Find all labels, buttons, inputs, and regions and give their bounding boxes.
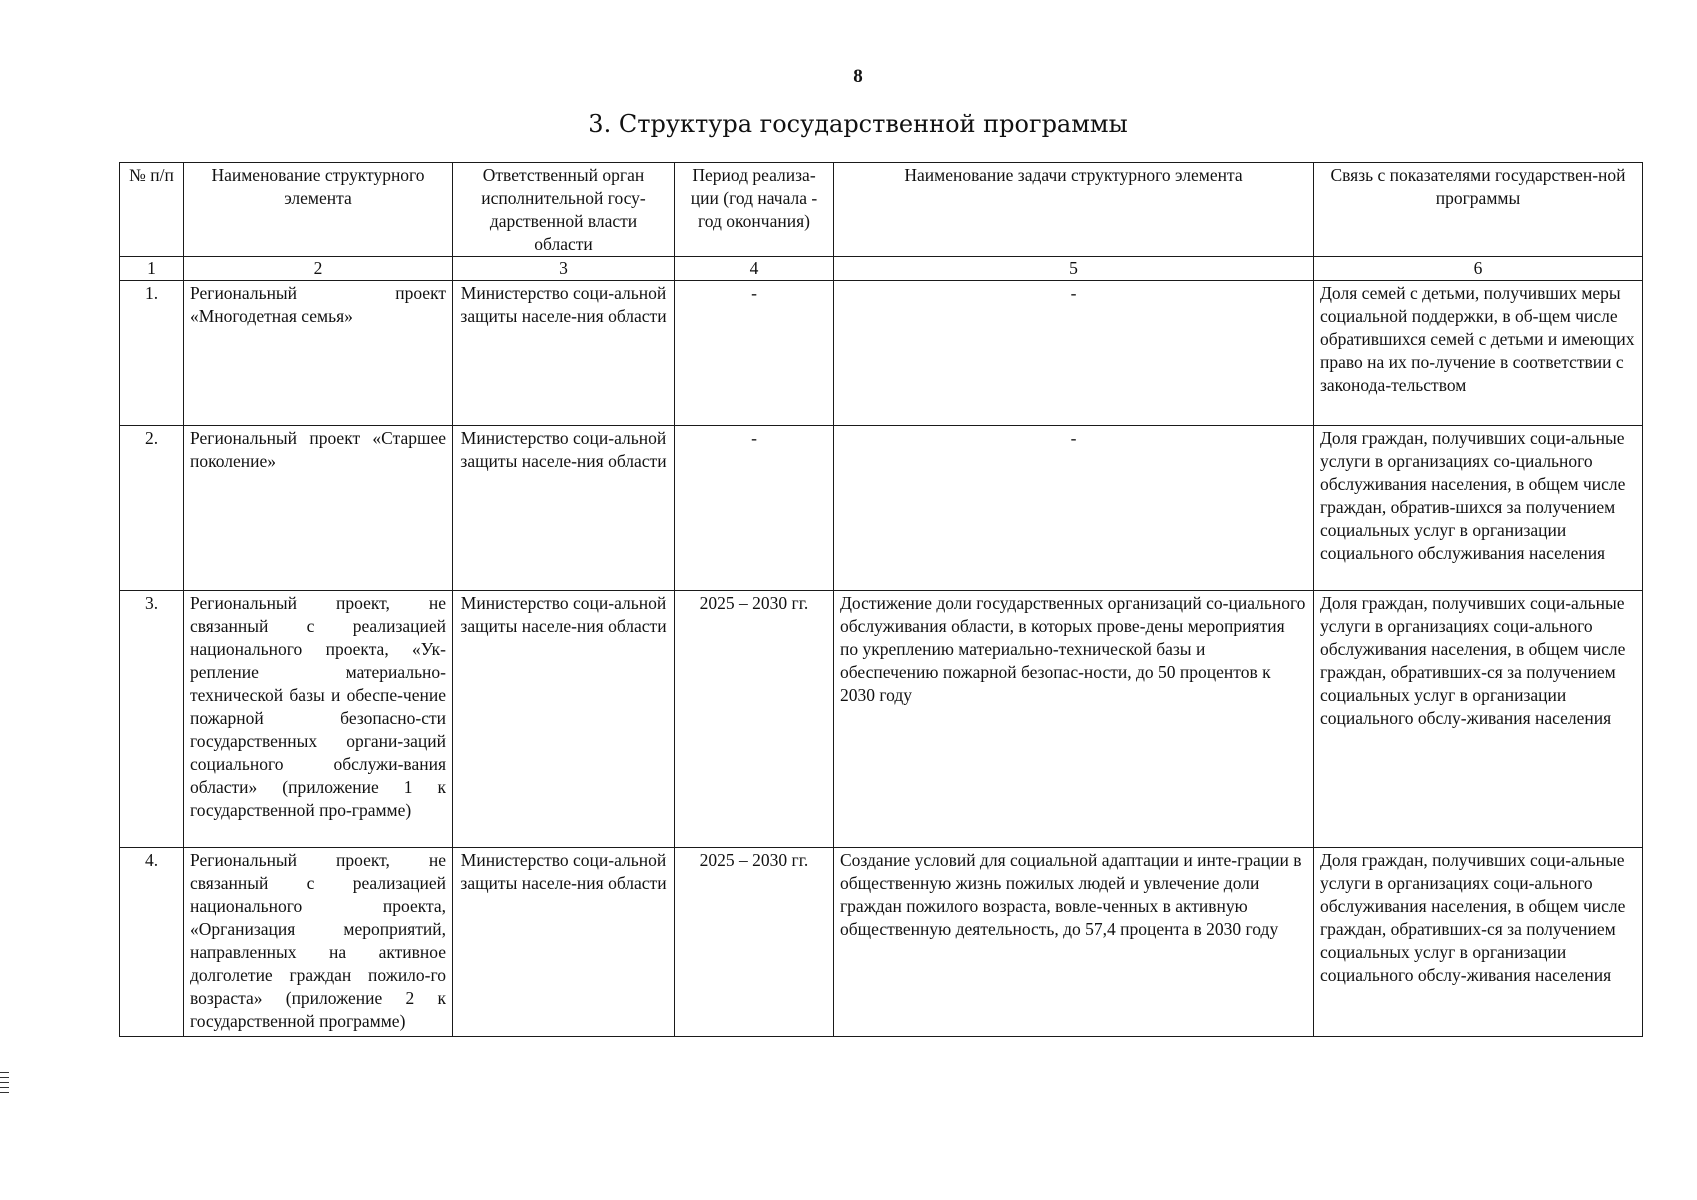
row-number: 1.	[120, 281, 184, 426]
indicator-link: Доля семей с детьми, получивших меры социальной поддержки, в об-щем числе обратившихся семей с детьми и имеющих право на их по-лучение в соответствии с законода-тельством	[1314, 281, 1643, 426]
header-cell-task: Наименование задачи структурного элемента	[834, 163, 1314, 257]
element-task: Создание условий для социальной адаптации и инте-грации в общественную жизнь пожилых людей и увлечение доли граждан пожилого возраста, вовле-ченных в активную общественную деятельность, до 57,4 процента в 2030 году	[834, 848, 1314, 1037]
implementation-period: 2025 – 2030 гг.	[675, 591, 834, 848]
implementation-period: 2025 – 2030 гг.	[675, 848, 834, 1037]
implementation-period: -	[675, 281, 834, 426]
header-cell-number: № п/п	[120, 163, 184, 257]
element-name: Региональный проект «Старшее поколение»	[184, 426, 453, 591]
column-number-row	[120, 257, 1643, 281]
table-row	[120, 426, 1643, 591]
element-name: Региональный проект «Многодетная семья»	[184, 281, 453, 426]
column-number: 6	[1314, 257, 1643, 281]
table-row	[120, 848, 1643, 1037]
indicator-link: Доля граждан, получивших соци-альные услуги в организациях соци-ального обслуживания населения, в общем числе граждан, обративших-ся за получением социальных услуг в организации социального обслу-живания населения	[1314, 848, 1643, 1037]
table-header-row	[120, 163, 1643, 257]
element-task: Достижение доли государственных организаций со-циального обслуживания области, в которых прове-дены мероприятия по укреплению материально-технической базы и обеспечению пожарной безопас-ности, до 50 процентов к 2030 году	[834, 591, 1314, 848]
header-cell-period: Период реализа-ции (год начала - год окончания)	[675, 163, 834, 257]
responsible-body: Министерство соци-альной защиты населе-ния области	[453, 281, 675, 426]
element-name: Региональный проект, не связанный с реализацией национального проекта, «Организация мероприятий, направленных на активное долголетие граждан пожило-го возраста» (приложение 2 к государственной программе)	[184, 848, 453, 1037]
row-number: 3.	[120, 591, 184, 848]
column-number: 3	[453, 257, 675, 281]
column-number: 5	[834, 257, 1314, 281]
element-name: Региональный проект, не связанный с реализацией национального проекта, «Ук-репление материально-технической базы и обеспе-чение пожарной безопасно-сти государственных органи-заций социального обслужи-вания области» (приложение 1 к государственной про-грамме)	[184, 591, 453, 848]
element-task: -	[834, 281, 1314, 426]
program-structure-table	[119, 162, 1643, 1037]
column-number: 2	[184, 257, 453, 281]
page-number: 8	[853, 66, 863, 87]
responsible-body: Министерство соци-альной защиты населе-ния области	[453, 848, 675, 1037]
table-row	[120, 281, 1643, 426]
header-cell-element-name: Наименование структурного элемента	[184, 163, 453, 257]
responsible-body: Министерство соци-альной защиты населе-ния области	[453, 426, 675, 591]
responsible-body: Министерство соци-альной защиты населе-ния области	[453, 591, 675, 848]
page-title: 3. Структура государственной программы	[588, 110, 1128, 138]
element-task: -	[834, 426, 1314, 591]
indicator-link: Доля граждан, получивших соци-альные услуги в организациях со-циального обслуживания населения, в общем числе граждан, обратив-шихся за получением социальных услуг в организации социального обслуживания населения	[1314, 426, 1643, 591]
implementation-period: -	[675, 426, 834, 591]
column-number: 1	[120, 257, 184, 281]
table-row	[120, 591, 1643, 848]
column-number: 4	[675, 257, 834, 281]
indicator-link: Доля граждан, получивших соци-альные услуги в организациях соци-ального обслуживания населения, в общем числе граждан, обративших-ся за получением социальных услуг в организации социального обслу-живания населения	[1314, 591, 1643, 848]
row-number: 4.	[120, 848, 184, 1037]
scan-margin-marks	[0, 1072, 9, 1097]
header-cell-indicators: Связь с показателями государствен-ной программы	[1314, 163, 1643, 257]
row-number: 2.	[120, 426, 184, 591]
header-cell-responsible-body: Ответственный орган исполнительной госу-дарственной власти области	[453, 163, 675, 257]
